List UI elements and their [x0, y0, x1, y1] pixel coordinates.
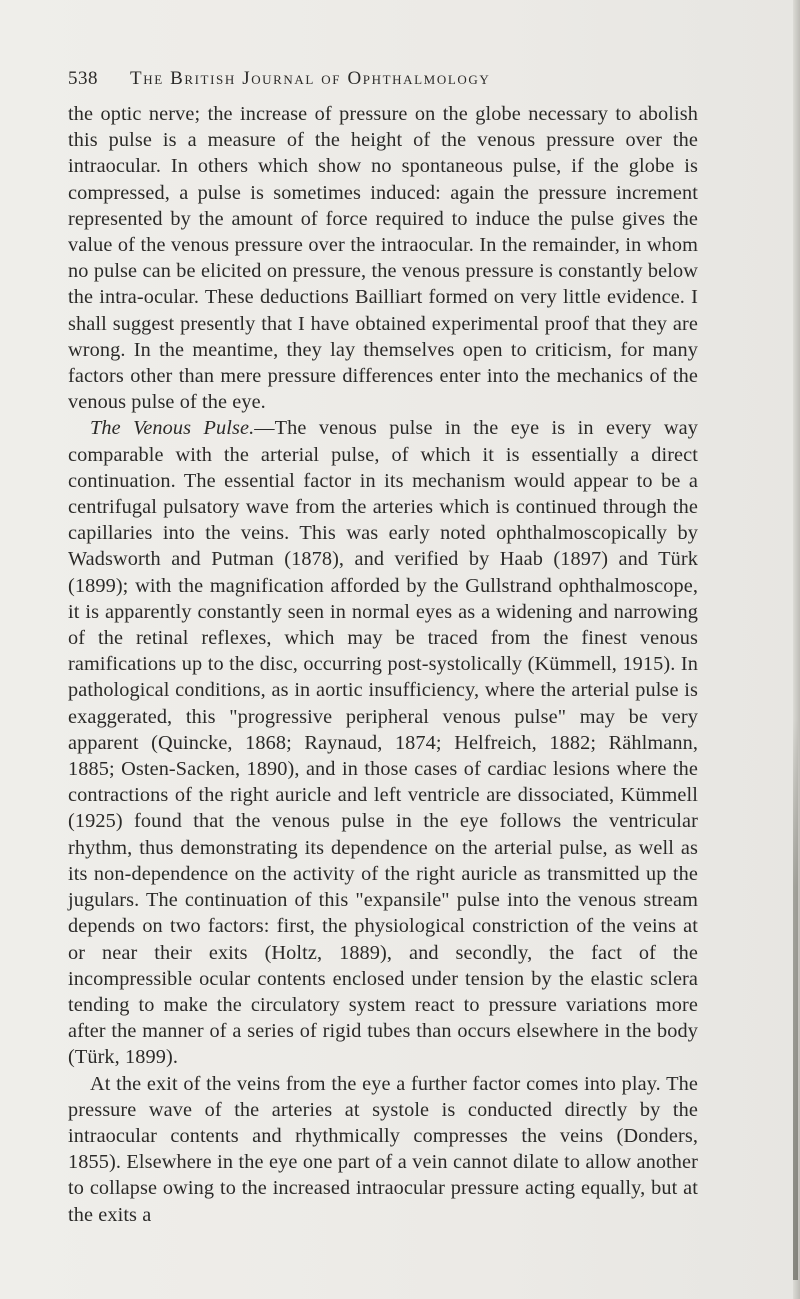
page-header — [68, 68, 698, 92]
paragraph-text: At the exit of the veins from the eye a further factor comes into play. The pressure wave of the arteries at systole is conducted directly by the intraocular contents and rhythmically compresses the veins (Donders, 1855). Elsewhere in the eye one part of a vein cannot dilate to allow another to collapse owing to the increased intraocular pressure acting equally, but at the exits a — [68, 1072, 698, 1226]
section-runin-heading: The Venous Pulse. — [90, 417, 255, 440]
page-edge-shadow — [793, 720, 798, 1280]
page-number: 538 — [68, 68, 98, 89]
paragraph-vein-exit — [68, 1071, 698, 1228]
paragraph-continued — [68, 101, 698, 415]
paragraph-text: the optic nerve; the increase of pressure on the globe necessary to abolish this pulse is a measure of the height of the venous pressure over the intraocular. In others which show no spontaneous pulse, if the globe is compressed, a pulse is sometimes induced: again the pressure increment represented by the amount of force required to induce the pulse gives the value of the venous pressure over the intraocular. In the remainder, in whom no pulse can be elicited on pressure, the venous pressure is constantly below the intra-ocular. These deductions Bailliart formed on very little evidence. I shall suggest presently that I have obtained experimental proof that they are wrong. In the meantime, they lay themselves open to criticism, for many factors other than mere pressure differences enter into the mechanics of the venous pulse of the eye. — [68, 103, 698, 414]
paragraph-text: —The venous pulse in the eye is in every way comparable with the arterial pulse, of which it is essentially a direct continuation. The essential factor in its mechanism would appear to be a centrifugal pulsatory wave from the arteries which is continued through the capillaries into the veins. This was early noted ophthalmoscopically by Wadsworth and Putman (1878), and verified by Haab (1897) and Türk (1899); with the magnification afforded by the Gullstrand ophthalmoscope, it is apparently constantly seen in normal eyes as a widening and narrowing of the retinal reflexes, which may be traced from the finest venous ramifications up to the disc, occurring post-systolically (Kümmell, 1915). In pathological conditions, as in aortic insufficiency, where the arterial pulse is exaggerated, this "progressive peripheral venous pulse" may be very apparent (Quincke, 1868; Raynaud, 1874; Helfreich, 1882; Rählmann, 1885; Osten-Sacken, 1890), and in those cases of cardiac lesions where the contractions of the right auricle and left ventricle are dissociated, Kümmell (1925) found that the venous pulse in the eye follows the ventricular rhythm, thus demonstrating its dependence on the arterial pulse, as well as its non-dependence on the activity of the right auricle as transmitted up the jugulars. The continuation of this "expansile" pulse into the venous stream depends on two factors: first, the physiological constriction of the veins at or near their exits (Holtz, 1889), and secondly, the fact of the incompressible ocular contents enclosed under tension by the elastic sclera tending to make the circulatory system react to pressure variations more after the manner of a series of rigid tubes than occurs elsewhere in the body (Türk, 1899). — [68, 417, 698, 1069]
running-head: The British Journal of Ophthalmology — [130, 68, 491, 89]
paragraph-venous-pulse — [68, 415, 698, 1070]
body-text — [68, 101, 698, 1228]
